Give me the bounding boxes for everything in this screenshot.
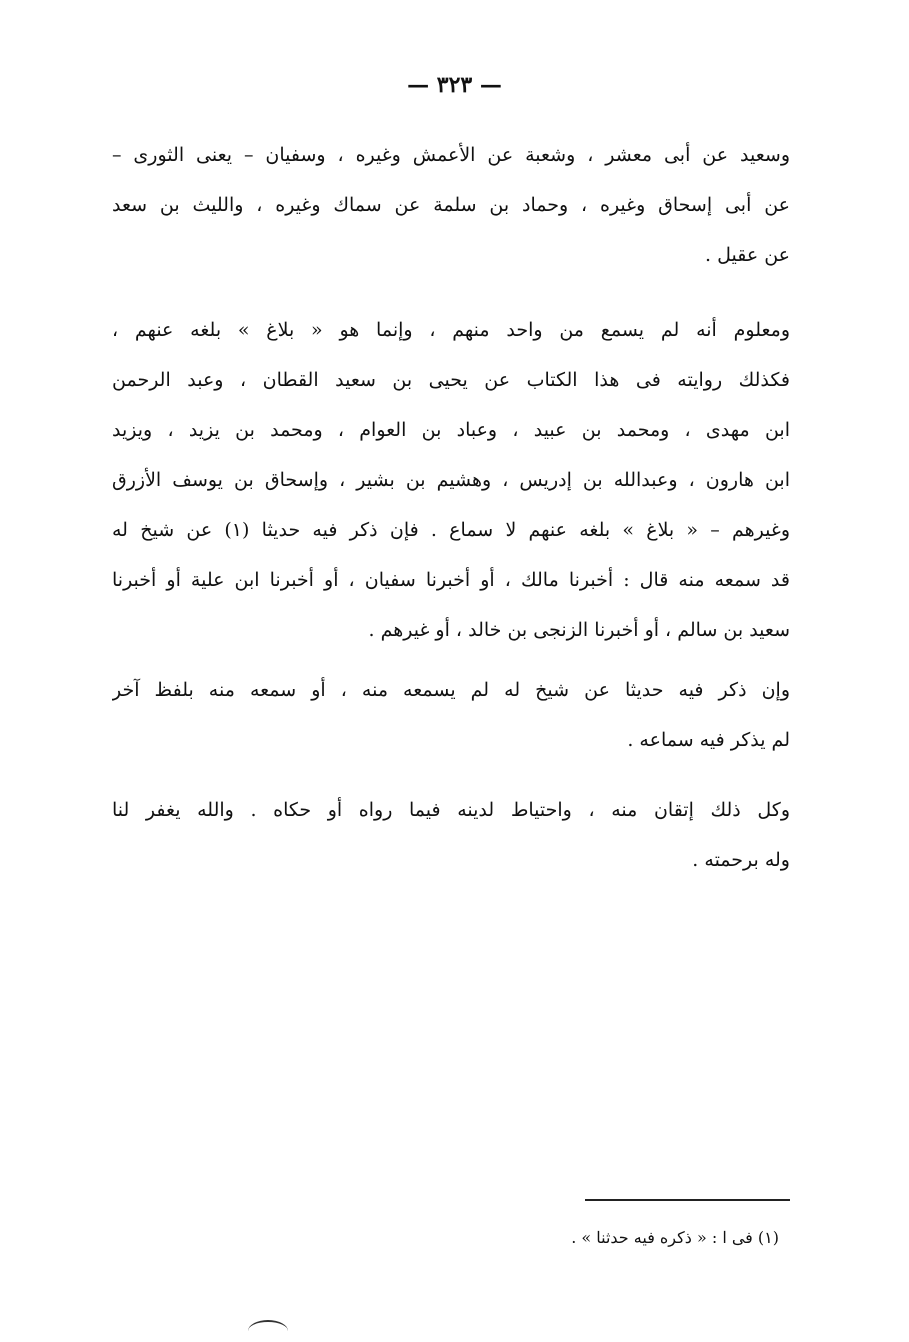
- text-line: عن أبى إسحاق وغيره ، وحماد بن سلمة عن سماك وغيره ، والليث بن سعد: [112, 194, 790, 216]
- text-line: سعيد بن سالم ، أو أخبرنا الزنجى بن خالد ، أو غيرهم .: [368, 619, 790, 641]
- paragraph-1: [112, 130, 790, 280]
- text-line: وغيرهم – « بلاغ » بلغه عنهم لا سماع . فإن ذكر فيه حديثا (١) عن شيخ له: [112, 519, 790, 541]
- text-line: قد سمعه منه قال : أخبرنا مالك ، أو أخبرنا سفيان ، أو أخبرنا ابن علية أو أخبرنا: [112, 569, 790, 591]
- text-line: ابن هارون ، وعبدالله بن إدريس ، وهشيم بن بشير ، وإسحاق بن يوسف الأزرق: [112, 469, 790, 491]
- paragraph-3: [112, 665, 790, 765]
- text-line: وإن ذكر فيه حديثا عن شيخ له لم يسمعه منه ، أو سمعه منه بلفظ آخر: [112, 679, 790, 701]
- page-edge-mark: [248, 1320, 288, 1342]
- paragraph-4: [112, 785, 790, 885]
- text-line: وكل ذلك إتقان منه ، واحتياط لدينه فيما رواه أو حكاه . والله يغفر لنا: [112, 799, 790, 821]
- paragraph-2: [112, 305, 790, 655]
- text-line: وله برحمته .: [692, 849, 790, 871]
- text-line: ابن مهدى ، ومحمد بن عبيد ، وعباد بن العوام ، ومحمد بن يزيد ، ويزيد: [112, 419, 790, 441]
- text-line: وسعيد عن أبى معشر ، وشعبة عن الأعمش وغيره ، وسفيان – يعنى الثورى –: [112, 144, 790, 166]
- page-number: — ٣٢٣ —: [407, 72, 502, 98]
- text-line: ومعلوم أنه لم يسمع من واحد منهم ، وإنما هو « بلاغ » بلغه عنهم ،: [112, 319, 790, 341]
- text-line: لم يذكر فيه سماعه .: [627, 729, 790, 751]
- text-line: فكذلك روايته فى هذا الكتاب عن يحيى بن سعيد القطان ، وعبد الرحمن: [112, 369, 790, 391]
- footnote: (١) فى ا : « ذكره فيه حدثنا » .: [571, 1228, 779, 1247]
- footnote-divider: [585, 1199, 790, 1201]
- text-line: عن عقيل .: [705, 244, 790, 266]
